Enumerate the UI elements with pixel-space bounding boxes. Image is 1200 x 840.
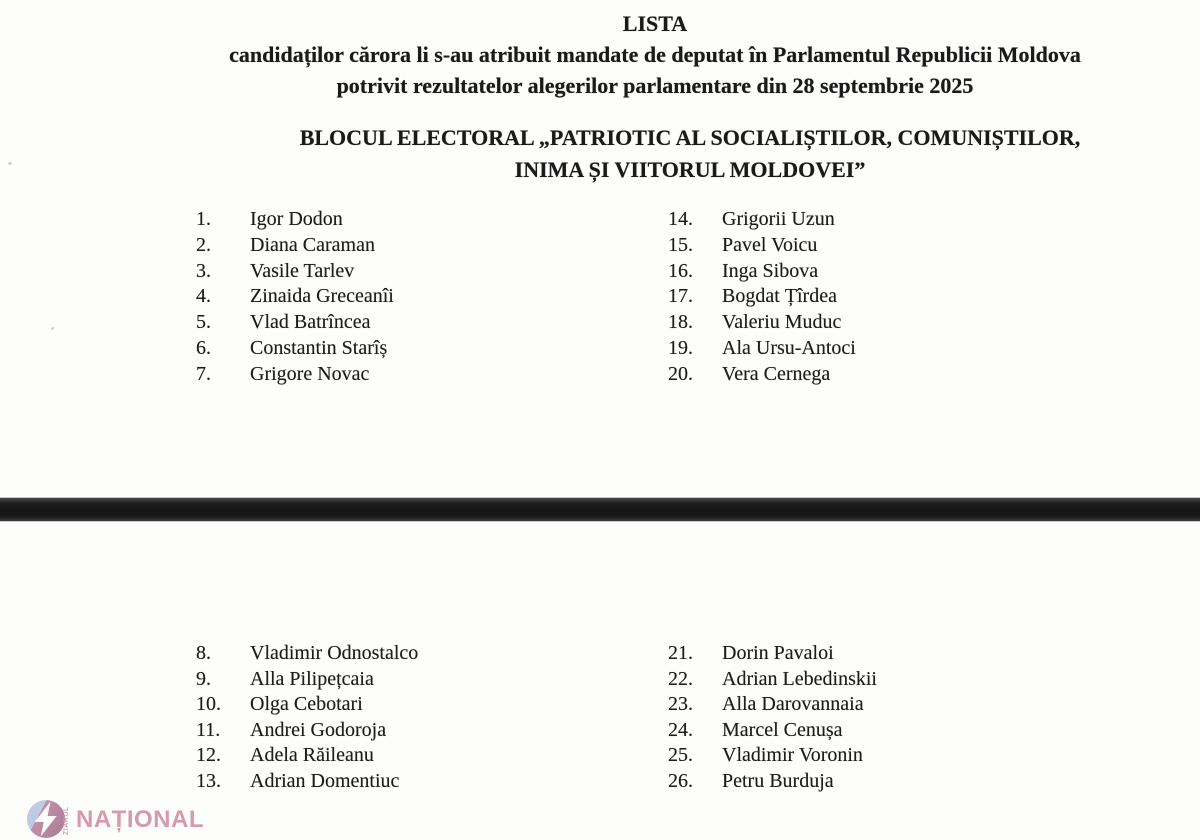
list-item-number: 16. (668, 259, 693, 282)
list-item-name: Inga Sibova (722, 259, 819, 282)
list-item-name: Pavel Voicu (722, 233, 818, 256)
list-item-number: 23. (668, 693, 693, 715)
list-item (668, 641, 877, 667)
list-item (668, 310, 856, 336)
list-item-name: Grigorii Uzun (722, 208, 835, 230)
list-item (668, 743, 877, 769)
document-heading (0, 8, 1200, 101)
document-subtitle-line2: potrivit rezultatelor alegerilor parlamentare din 28 septembrie 2025 (336, 73, 974, 98)
list-item (668, 769, 877, 795)
list-item (196, 284, 394, 310)
list-item-number: 12. (196, 744, 221, 766)
list-item-name: Vera Cernega (722, 362, 831, 385)
list-item-number: 26. (668, 769, 693, 792)
candidate-list-bottom-right (668, 641, 877, 794)
list-item-name: Marcel Cenușa (722, 718, 843, 741)
list-item (196, 769, 418, 795)
list-item (196, 336, 394, 362)
list-item-name: Andrei Godoroja (250, 718, 387, 741)
list-item-number: 18. (668, 311, 693, 334)
list-item-number: 7. (196, 362, 211, 385)
masthead-small-label: ZIARUL (63, 806, 70, 835)
list-item (668, 362, 856, 388)
list-item (668, 336, 856, 362)
list-item-number: 11. (196, 718, 221, 741)
list-item (668, 667, 877, 693)
scan-speck (8, 162, 12, 165)
list-item (668, 207, 856, 233)
list-item-name: Alla Pilipețcaia (250, 667, 374, 690)
list-item-number: 10. (196, 693, 221, 715)
list-item-name: Alla Darovannaia (722, 693, 864, 715)
list-item-number: 24. (668, 718, 693, 741)
list-item-name: Dorin Pavaloi (722, 642, 834, 664)
list-item-number: 13. (196, 769, 221, 792)
candidate-list-top-right (668, 207, 856, 388)
list-item-name: Igor Dodon (250, 208, 343, 230)
list-item-name: Vlad Batrîncea (250, 311, 371, 334)
bloc-heading (0, 122, 1200, 186)
national-logo-icon (27, 800, 65, 838)
list-item-name: Zinaida Greceanîi (250, 285, 394, 308)
list-item (668, 259, 856, 285)
list-item-name: Adrian Lebedinskii (722, 667, 877, 690)
list-item (196, 310, 394, 336)
list-item (196, 233, 394, 259)
list-item-number: 17. (668, 285, 693, 308)
list-item-name: Bogdat Țîrdea (722, 285, 837, 308)
list-item-number: 9. (196, 667, 211, 690)
list-item (196, 718, 418, 744)
list-item (196, 641, 418, 667)
list-item (668, 692, 877, 718)
list-item (196, 743, 418, 769)
section-separator-bar (0, 497, 1200, 522)
list-item-number: 6. (196, 336, 211, 359)
list-item-number: 20. (668, 362, 693, 385)
list-item (668, 718, 877, 744)
list-item-name: Vasile Tarlev (250, 259, 355, 282)
list-item (668, 233, 856, 259)
list-item-number: 8. (196, 642, 211, 664)
list-item-number: 22. (668, 667, 693, 690)
list-item-name: Adela Răileanu (250, 744, 374, 766)
list-item-name: Valeriu Muduc (722, 311, 842, 334)
list-item (668, 284, 856, 310)
list-item-name: Diana Caraman (250, 233, 375, 256)
list-item-name: Grigore Novac (250, 362, 370, 385)
list-item-number: 2. (196, 233, 211, 256)
list-item-number: 25. (668, 744, 693, 766)
scan-speck (51, 327, 54, 330)
masthead-label: NAȚIONAL (76, 806, 204, 833)
list-item-name: Olga Cebotari (250, 693, 363, 715)
candidate-list-top-left (196, 207, 394, 388)
list-item-number: 14. (668, 208, 693, 230)
list-item-name: Vladimir Odnostalco (250, 642, 419, 664)
list-item-name: Constantin Starîș (250, 336, 388, 359)
bloc-heading-line1: BLOCUL ELECTORAL „PATRIOTIC AL SOCIALIȘTILOR, COMUNIȘTILOR, (299, 125, 1081, 150)
candidate-list-bottom-left (196, 641, 418, 794)
list-item-name: Petru Burduja (722, 769, 834, 792)
list-item-number: 3. (196, 259, 211, 282)
list-item-number: 21. (668, 642, 693, 664)
bloc-heading-line2: INIMA ȘI VIITORUL MOLDOVEI” (514, 157, 866, 182)
list-item-name: Adrian Domentiuc (250, 769, 400, 792)
list-item (196, 692, 418, 718)
list-item (196, 362, 394, 388)
document-title: LISTA (622, 11, 688, 36)
list-item-name: Ala Ursu-Antoci (722, 336, 856, 359)
list-item-number: 1. (196, 208, 211, 230)
ziarul-national-watermark (27, 798, 207, 840)
list-item-number: 19. (668, 336, 693, 359)
list-item-name: Vladimir Voronin (722, 744, 863, 766)
list-item (196, 207, 394, 233)
list-item-number: 15. (668, 233, 693, 256)
list-item (196, 259, 394, 285)
document-subtitle-line1: candidaților cărora li s-au atribuit mandate de deputat în Parlamentul Republicii Moldova (229, 42, 1081, 67)
lightning-bolt-icon (27, 800, 65, 838)
list-item (196, 667, 418, 693)
list-item-number: 5. (196, 311, 211, 334)
list-item-number: 4. (196, 285, 211, 308)
